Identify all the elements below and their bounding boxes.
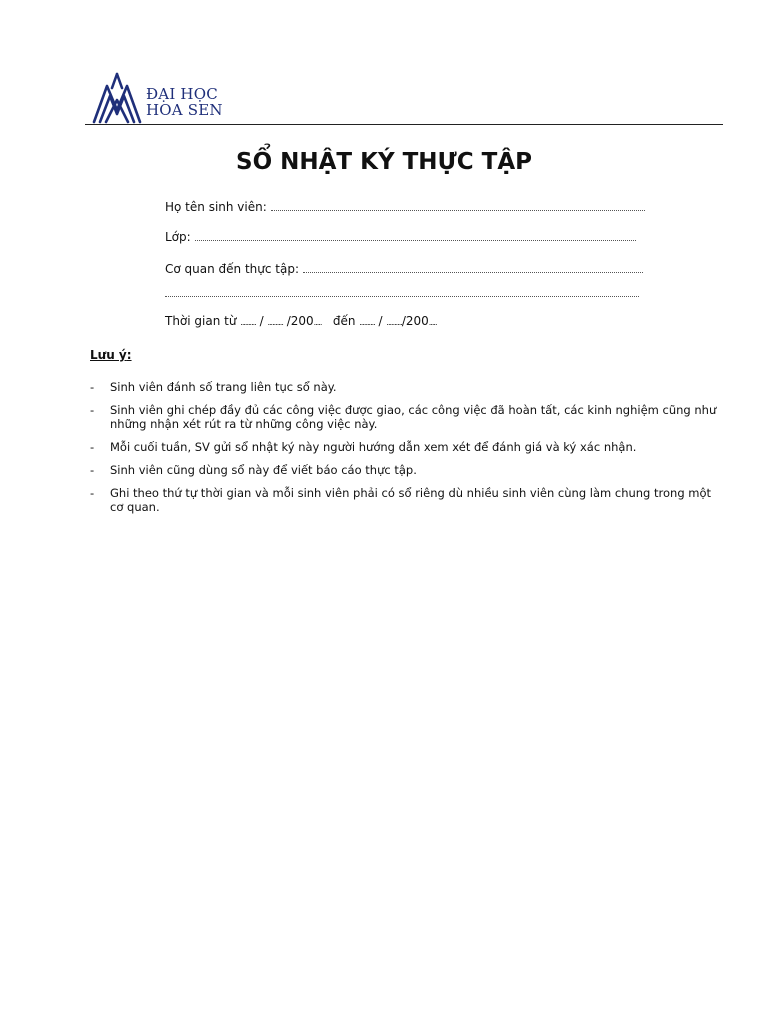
start-year-prefix: /200 — [286, 314, 314, 328]
notes-colon: : — [126, 348, 132, 362]
end-day-blank[interactable]: .......... — [359, 318, 375, 327]
end-year-blank[interactable]: ..... — [428, 318, 437, 327]
note-text: Sinh viên cũng dùng sổ này để viết báo cáo thực tập. — [110, 463, 417, 477]
logo-text — [146, 86, 223, 118]
student-name-line[interactable] — [271, 210, 645, 211]
period-prefix: Thời gian từ — [165, 314, 237, 328]
list-item — [90, 486, 720, 514]
student-name-field[interactable] — [165, 200, 645, 214]
bullet-dash: - — [90, 440, 95, 454]
class-label: Lớp: — [165, 230, 191, 244]
bullet-dash: - — [90, 403, 95, 417]
note-text: Sinh viên ghi chép đầy đủ các công việc được giao, các công việc đã hoàn tất, các kinh nghiệm cũng như những nhận xét rút ra từ những công việc này. — [110, 403, 717, 431]
header-divider — [85, 124, 723, 125]
note-text: Sinh viên đánh số trang liên tục sổ này. — [110, 380, 337, 394]
organization-label: Cơ quan đến thực tập: — [165, 262, 299, 276]
logo-line-1: ĐẠI HỌC — [146, 85, 218, 103]
end-year-prefix: /200 — [401, 314, 429, 328]
organization-extra-line[interactable] — [165, 296, 639, 297]
notes-label: Lưu ý — [90, 348, 127, 362]
class-field[interactable] — [165, 230, 636, 244]
internship-period — [165, 314, 437, 328]
page-title: SỔ NHẬT KÝ THỰC TẬP — [236, 149, 532, 175]
university-logo — [90, 70, 230, 126]
start-day-blank[interactable]: .......... — [240, 318, 256, 327]
class-line[interactable] — [195, 240, 636, 241]
bullet-dash: - — [90, 380, 95, 394]
list-item — [90, 440, 720, 454]
student-name-label: Họ tên sinh viên: — [165, 200, 267, 214]
list-item — [90, 380, 720, 394]
start-month-blank[interactable]: .......... — [267, 318, 283, 327]
notes-list — [90, 380, 720, 523]
lotus-logo-icon — [90, 70, 144, 126]
list-item — [90, 463, 720, 477]
period-sep: / — [259, 314, 264, 328]
bullet-dash: - — [90, 463, 95, 477]
start-year-blank[interactable]: ..... — [313, 318, 322, 327]
list-item — [90, 403, 720, 431]
period-to-label: đến — [332, 314, 356, 328]
end-month-blank[interactable]: .......... — [386, 318, 402, 327]
bullet-dash: - — [90, 486, 95, 500]
note-text: Mỗi cuối tuần, SV gửi sổ nhật ký này người hướng dẫn xem xét để đánh giá và ký xác nhận. — [110, 440, 637, 454]
period-sep-2: / — [378, 314, 383, 328]
note-text: Ghi theo thứ tự thời gian và mỗi sinh viên phải có sổ riêng dù nhiều sinh viên cùng làm chung trong một cơ quan. — [110, 486, 712, 514]
logo-line-2: HOA SEN — [146, 101, 223, 119]
organization-field[interactable] — [165, 262, 643, 276]
notes-heading — [90, 348, 132, 362]
organization-line[interactable] — [303, 272, 643, 273]
